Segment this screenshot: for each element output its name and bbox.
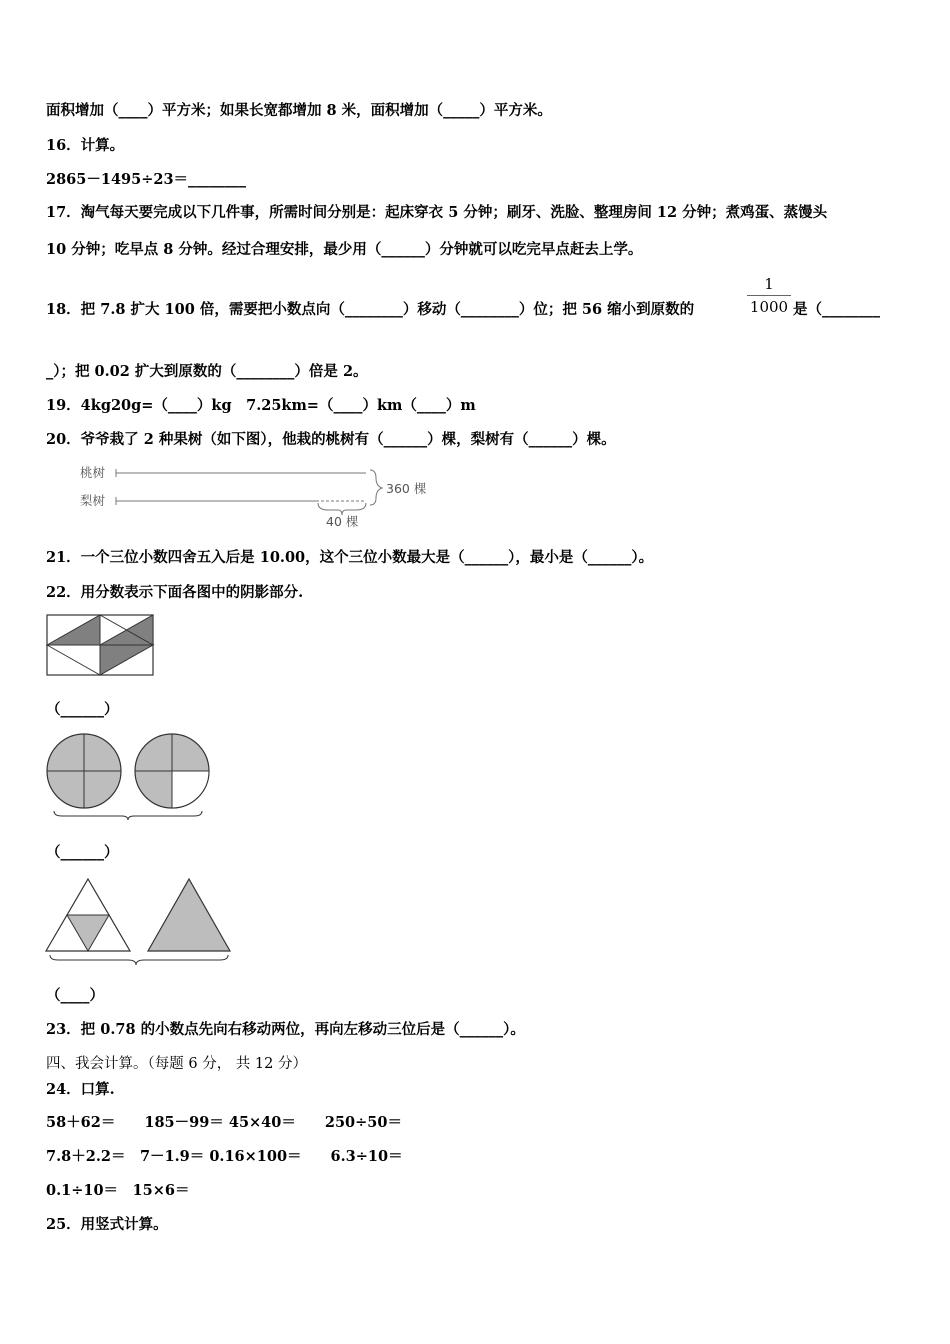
q23: 23．把 0.78 的小数点先向右移动两位，再向左移动三位后是（______）。	[46, 1021, 525, 1038]
total-label: 360 棵	[386, 481, 427, 496]
fraction-one-thousandth	[747, 274, 791, 317]
label-pear: 梨树	[80, 493, 106, 508]
section-four-title: 四、我会计算。（每题 6 分， 共 12 分）	[46, 1056, 307, 1072]
q18-line2: _）；把 0.02 扩大到原数的（________）倍是 2。	[46, 363, 368, 380]
two-triangles-figure	[44, 876, 236, 968]
fraction-numerator: 1	[764, 275, 774, 293]
circles-brace	[54, 811, 202, 820]
two-circles-figure	[44, 732, 216, 822]
q16-expression: 2865－1495÷23＝________	[46, 171, 247, 188]
answer-blank-1: （______）	[46, 701, 119, 718]
q16-title: 16．计算。	[46, 137, 125, 154]
q25-title: 25．用竖式计算。	[46, 1216, 168, 1233]
q18-line1-tail: 是（________	[793, 301, 880, 318]
q20: 20．爷爷栽了 2 种果树（如下图），他栽的桃树有（______）棵，梨树有（______）棵。	[46, 431, 616, 448]
q24-row3: 0.1÷10＝ 15×6＝	[46, 1182, 190, 1199]
q21: 21．一个三位小数四舍五入后是 10.00，这个三位小数最大是（______），最小是（______）。	[46, 549, 654, 566]
q24-row2: 7.8＋2.2＝ 7－1.9＝ 0.16×100＝ 6.3÷10＝	[46, 1148, 403, 1165]
triangles-brace	[50, 955, 228, 965]
fraction-denominator: 1000	[749, 298, 789, 316]
answer-blank-3: （____）	[46, 987, 104, 1004]
tree-segment-diagram	[76, 460, 436, 532]
q24-row1: 58＋62＝ 185－99＝ 45×40＝ 250÷50＝	[46, 1114, 402, 1131]
diff-label: 40 棵	[326, 514, 359, 529]
q17-line2: 10 分钟；吃早点 8 分钟。经过合理安排，最少用（______）分钟就可以吃完早点赶去上学。	[46, 241, 643, 258]
q15-continuation: 面积增加（____）平方米；如果长宽都增加 8 米，面积增加（_____）平方米。	[46, 102, 552, 119]
q18-line1: 18．把 7.8 扩大 100 倍，需要把小数点向（________）移动（________）位；把 56 缩小到原数的	[46, 301, 695, 318]
rectangle-triangles-figure	[46, 614, 156, 678]
q19: 19．4kg20g=（____）kg 7.25km=（____）km（____）m	[46, 397, 476, 414]
label-peach: 桃树	[80, 465, 106, 480]
q24-title: 24．口算.	[46, 1081, 115, 1098]
q17-line1: 17．淘气每天要完成以下几件事，所需时间分别是：起床穿衣 5 分钟；刷牙、洗脸、整理房间 12 分钟；煮鸡蛋、蒸馒头	[46, 204, 828, 221]
q22: 22．用分数表示下面各图中的阴影部分.	[46, 584, 304, 601]
answer-blank-2: （______）	[46, 844, 119, 861]
total-brace	[370, 470, 382, 505]
